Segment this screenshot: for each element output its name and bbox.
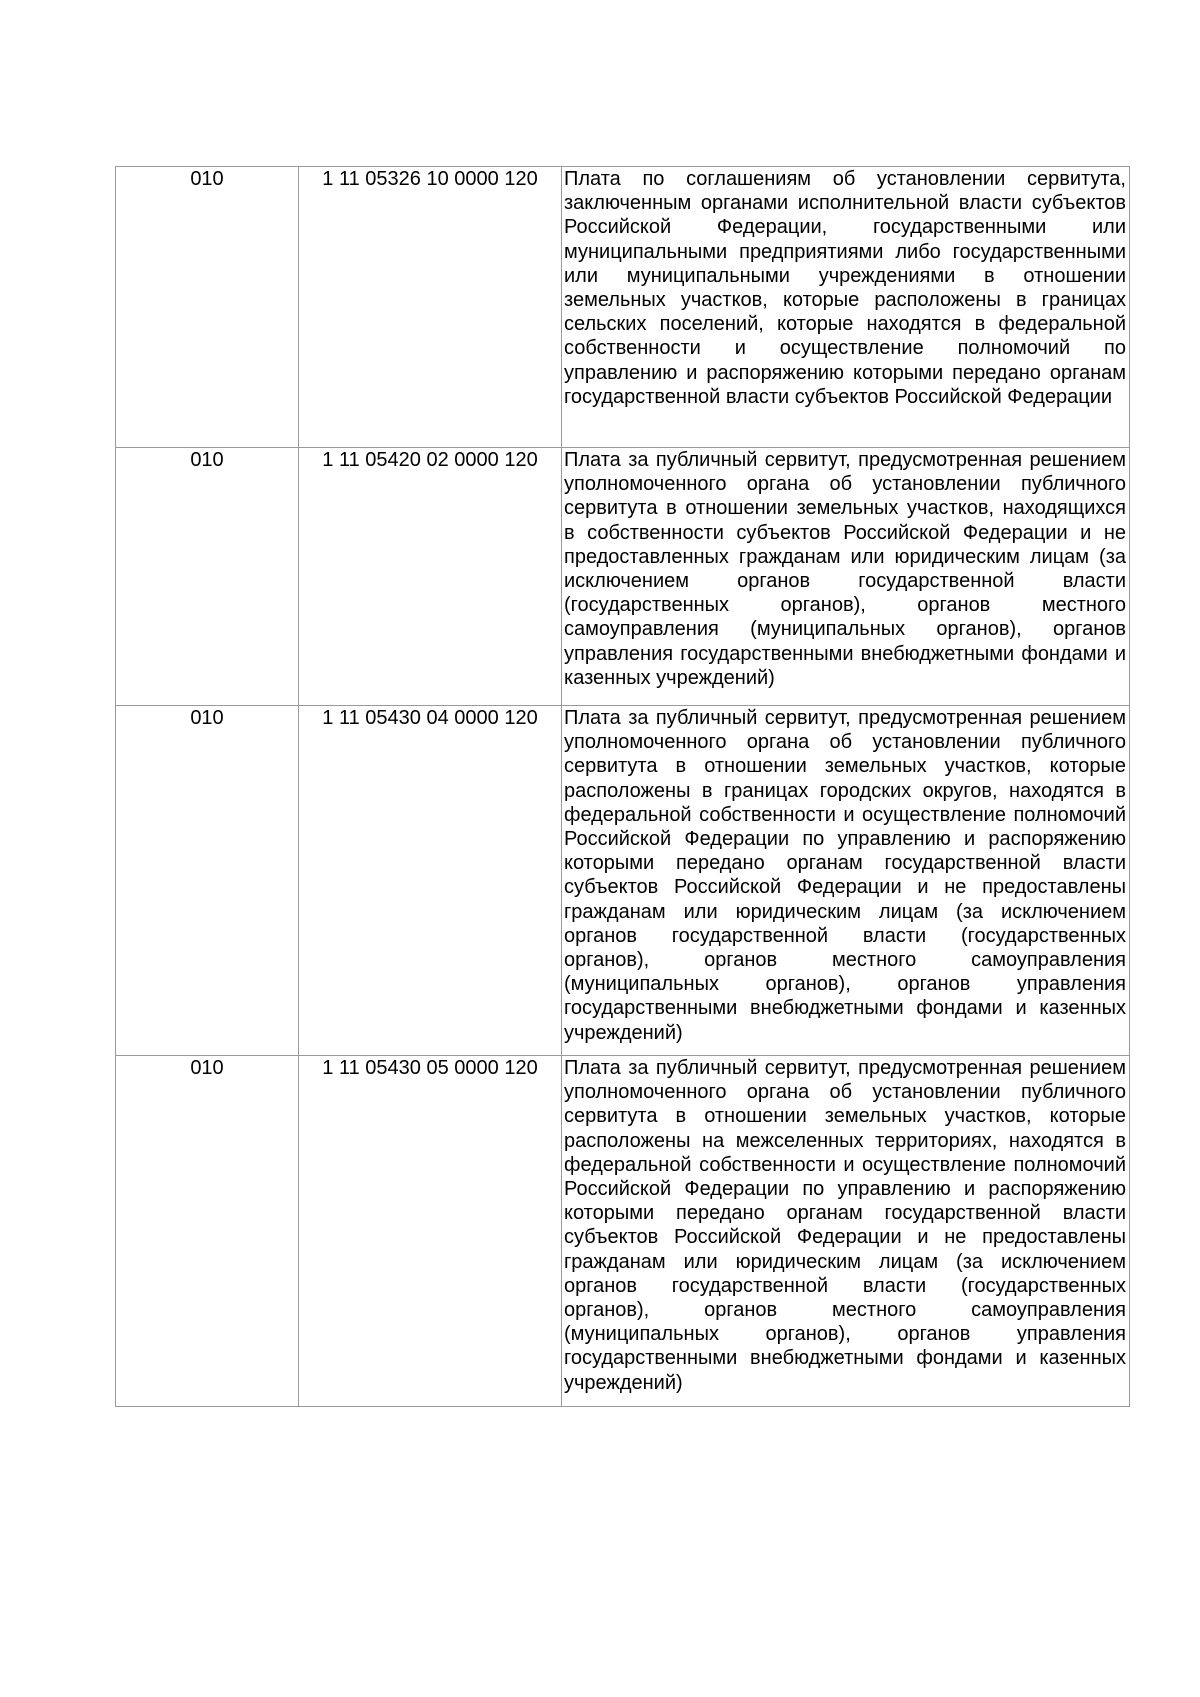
admin-code: 010 <box>190 707 224 729</box>
budget-code-cell <box>299 1056 562 1407</box>
description-cell <box>562 167 1130 448</box>
budget-code: 1 11 05420 02 0000 120 <box>322 449 538 471</box>
description-text: Плата по соглашениям об установлении сервитута, заключенным органами исполнительной власти субъектов Российской Федерации, государственными или муниципальными предприятиями либо государственными или муниципальными учреждениями в отношении земельных участков, которые расположены в границах сельских поселений, которые находятся в федеральной собственности и осуществление полномочий по управлению и распоряжению которыми передано органам государственной власти субъектов Российской Федерации <box>564 168 1126 408</box>
table-row <box>116 167 1130 448</box>
budget-code: 1 11 05326 10 0000 120 <box>322 168 538 190</box>
budget-code-cell <box>299 167 562 448</box>
admin-code-cell <box>116 448 299 706</box>
admin-code: 010 <box>190 449 224 471</box>
description-cell <box>562 448 1130 706</box>
budget-code-cell <box>299 706 562 1056</box>
admin-code-cell <box>116 167 299 448</box>
table-row <box>116 448 1130 706</box>
admin-code: 010 <box>190 1057 224 1079</box>
admin-code-cell <box>116 1056 299 1407</box>
revenue-codes-table <box>115 166 1130 1407</box>
description-text: Плата за публичный сервитут, предусмотренная решением уполномоченного органа об установлении публичного сервитута в отношении земельных участков, которые расположены на межселенных территориях, находятся в федеральной собственности и осуществление полномочий Российской Федерации по управлению и распоряжению которыми передано органам государственной власти субъектов Российской Федерации и не предоставлены гражданам или юридическим лицам (за исключением органов государственной власти (государственных органов), органов местного самоуправления (муниципальных органов), органов управления государственными внебюджетными фондами и казенных учреждений) <box>564 1057 1126 1394</box>
admin-code: 010 <box>190 168 224 190</box>
description-cell <box>562 1056 1130 1407</box>
budget-code: 1 11 05430 04 0000 120 <box>322 707 538 729</box>
description-text: Плата за публичный сервитут, предусмотренная решением уполномоченного органа об установлении публичного сервитута в отношении земельных участков, которые расположены в границах городских округов, находятся в федеральной собственности и осуществление полномочий Российской Федерации по управлению и распоряжению которыми передано органам государственной власти субъектов Российской Федерации и не предоставлены гражданам или юридическим лицам (за исключением органов государственной власти (государственных органов), органов местного самоуправления (муниципальных органов), органов управления государственными внебюджетными фондами и казенных учреждений) <box>564 707 1126 1044</box>
table-row <box>116 1056 1130 1407</box>
description-text: Плата за публичный сервитут, предусмотренная решением уполномоченного органа об установлении публичного сервитута в отношении земельных участков, находящихся в собственности субъектов Российской Федерации и не предоставленных гражданам или юридическим лицам (за исключением органов государственной власти (государственных органов), органов местного самоуправления (муниципальных органов), органов управления государственными внебюджетными фондами и казенных учреждений) <box>564 449 1126 689</box>
table-row <box>116 706 1130 1056</box>
budget-code-cell <box>299 448 562 706</box>
description-cell <box>562 706 1130 1056</box>
admin-code-cell <box>116 706 299 1056</box>
budget-code: 1 11 05430 05 0000 120 <box>322 1057 538 1079</box>
